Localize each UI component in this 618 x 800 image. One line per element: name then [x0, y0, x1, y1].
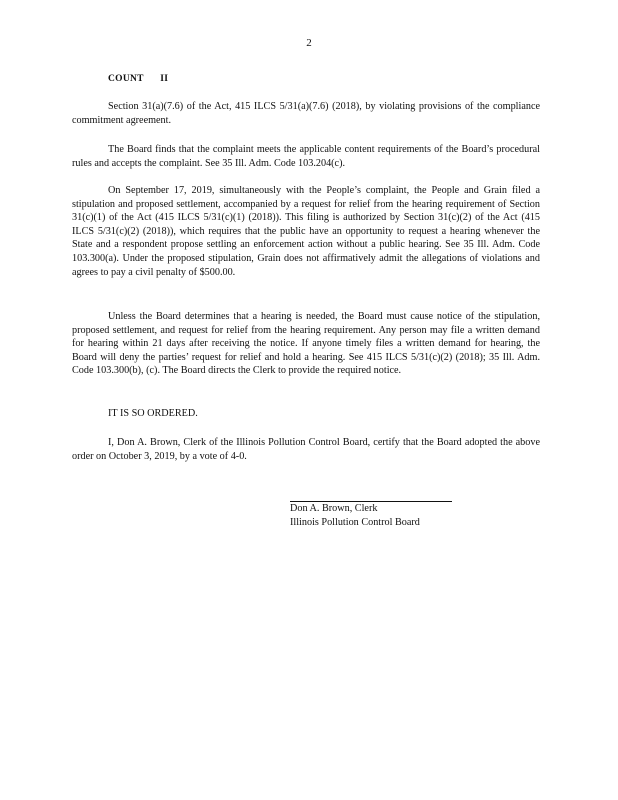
paragraph-certification [72, 436, 540, 463]
paragraph-hearing-notice [72, 310, 540, 378]
paragraph-text: The Board finds that the complaint meets the applicable content requirements of the Board’s procedural rules and accepts the complaint. See 35 Ill. Adm. Code 103.204(c). [72, 144, 540, 169]
paragraph-so-ordered [72, 407, 540, 421]
paragraph-count-two-allegation [72, 100, 540, 127]
count-heading: COUNT II [108, 74, 169, 84]
paragraph-stipulation [72, 184, 540, 279]
paragraph-text: Section 31(a)(7.6) of the Act, 415 ILCS 5/31(a)(7.6) (2018), by violating provisions of the compliance commitment agreement. [72, 101, 540, 126]
paragraph-text: Unless the Board determines that a hearing is needed, the Board must cause notice of the stipulation, proposed settlement, and request for relief from the hearing requirement. Any person may file a written demand for hearing within 21 days after receiving the notice. If anyone timely files a written demand for hearing, the Board will deny the parties’ request for relief and hold a hearing. See 415 ILCS 5/31(c)(2) (2018); 35 Ill. Adm. Code 103.300(b), (c). The Board directs the Clerk to provide the required notice. [72, 311, 540, 377]
paragraph-complaint-finding [72, 143, 540, 170]
paragraph-text: IT IS SO ORDERED. [108, 408, 198, 419]
paragraph-text: I, Don A. Brown, Clerk of the Illinois Pollution Control Board, certify that the Board adopted the above order on October 3, 2019, by a vote of 4-0. [72, 437, 540, 462]
page-number: 2 [306, 37, 312, 49]
signature-name: Don A. Brown, Clerk [290, 503, 378, 514]
paragraph-text: On September 17, 2019, simultaneously with the People’s complaint, the People and Grain filed a stipulation and proposed settlement, accompanied by a request for relief from the hearing requirement of Section 31(c)(1) of the Act (415 ILCS 5/31(c)(1) (2018)). This filing is authorized by Section 31(c)(2) of the Act (415 ILCS 5/31(c)(2) (2018)), which requires that the public have an opportunity to request a hearing whenever the State and a respondent propose settling an enforcement action without a public hearing. See 35 Ill. Adm. Code 103.300(a). Under the proposed stipulation, Grain does not affirmatively admit the allegations of violations and agrees to pay a civil penalty of $500.00. [72, 185, 540, 278]
signature-organization: Illinois Pollution Control Board [290, 517, 420, 528]
signature-line [290, 501, 452, 502]
